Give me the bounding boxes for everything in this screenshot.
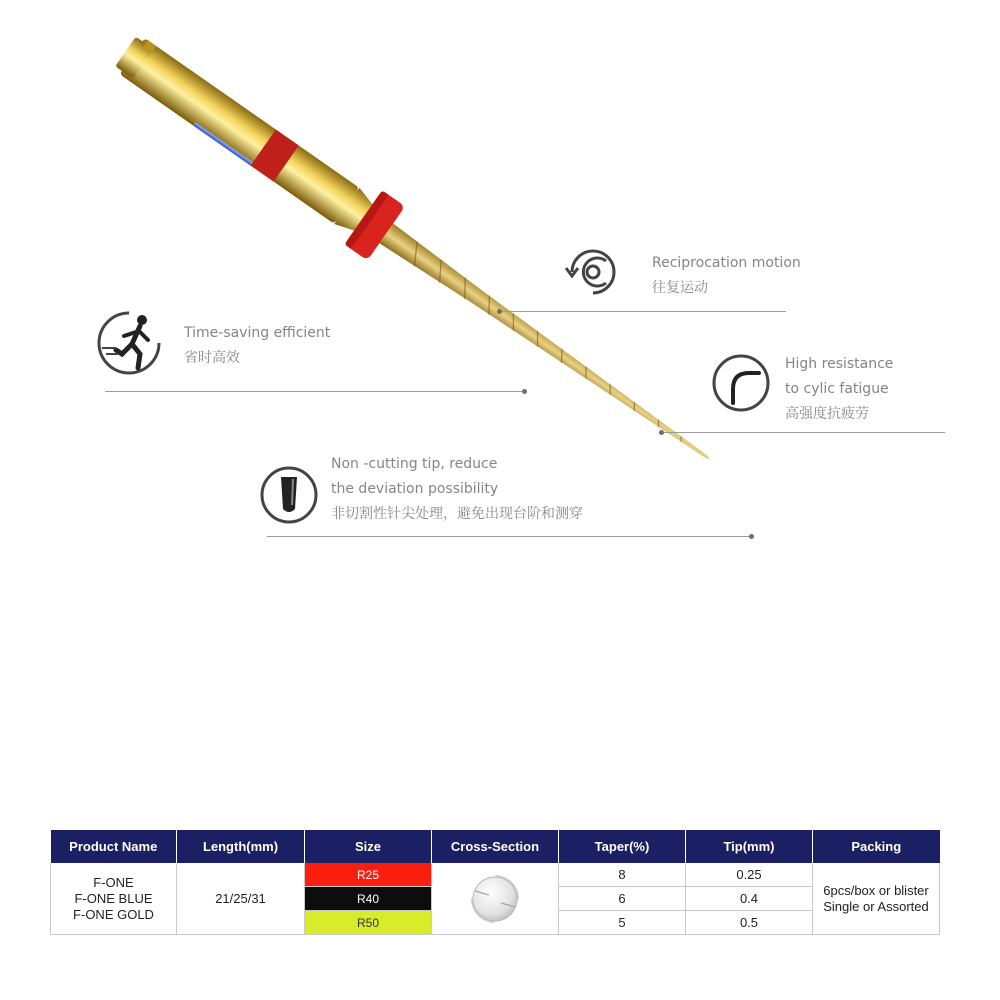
size-r25-cell: R25	[305, 863, 432, 887]
taper-value-1: 8	[559, 863, 686, 887]
tip-title-zh: 非切割性针尖处理，避免出现台阶和测穿	[331, 506, 583, 522]
header-taper: Taper(%)	[559, 830, 686, 863]
tip-value-3: 0.5	[686, 911, 813, 935]
resistance-title-zh: 高强度抗疲劳	[785, 406, 869, 422]
header-tip: Tip(mm)	[686, 830, 813, 863]
tip-leader-dot	[749, 534, 754, 539]
length-cell: 21/25/31	[177, 863, 305, 935]
tip-value-1: 0.25	[686, 863, 813, 887]
header-size: Size	[305, 830, 432, 863]
packing-cell	[813, 863, 940, 935]
time-saving-leader-line	[105, 391, 527, 392]
header-product-name: Product Name	[51, 830, 177, 863]
tip-value-2: 0.4	[686, 887, 813, 911]
file-handle	[119, 38, 359, 224]
time-saving-title-zh: 省时高效	[184, 350, 240, 366]
taper-value-3: 5	[559, 911, 686, 935]
table-header-row	[51, 830, 940, 863]
size-r50-cell: R50	[305, 911, 432, 935]
spec-table	[50, 830, 940, 935]
product-name-3: F-ONE GOLD	[73, 906, 154, 922]
product-name-1: F-ONE	[93, 874, 134, 890]
time-saving-title: Time-saving efficient	[184, 325, 331, 341]
reciprocation-icon	[562, 241, 624, 303]
cross-section-cell	[432, 863, 559, 935]
taper-value-2: 6	[559, 887, 686, 911]
tip-leader-line	[267, 536, 753, 537]
product-name-cell	[51, 863, 177, 935]
resistance-title-line1: High resistance	[785, 356, 894, 372]
reciprocation-leader-dot	[497, 309, 502, 314]
size-r40-cell: R40	[305, 887, 432, 911]
reciprocation-leader-line	[500, 311, 786, 312]
tip-title-line2: the deviation possibility	[331, 481, 499, 497]
header-length: Length(mm)	[177, 830, 305, 863]
table-row	[51, 863, 940, 887]
reciprocation-title: Reciprocation motion	[652, 255, 801, 271]
packing-line-2: Single or Assorted	[823, 898, 929, 914]
header-cross-section: Cross-Section	[432, 830, 559, 863]
packing-line-1: 6pcs/box or blister	[823, 882, 929, 898]
cross-section-icon	[467, 871, 523, 927]
resistance-title-line2: to cylic fatigue	[785, 381, 889, 397]
reciprocation-title-zh: 往复运动	[652, 280, 708, 296]
tip-title-line1: Non -cutting tip, reduce	[331, 456, 498, 472]
tip-icon	[259, 465, 319, 525]
runner-icon	[96, 310, 162, 376]
resistance-leader-line	[662, 432, 945, 433]
product-name-2: F-ONE BLUE	[74, 890, 153, 906]
resistance-leader-dot	[659, 430, 664, 435]
time-saving-leader-dot	[522, 389, 527, 394]
bent-file-icon	[711, 353, 771, 413]
header-packing: Packing	[813, 830, 940, 863]
